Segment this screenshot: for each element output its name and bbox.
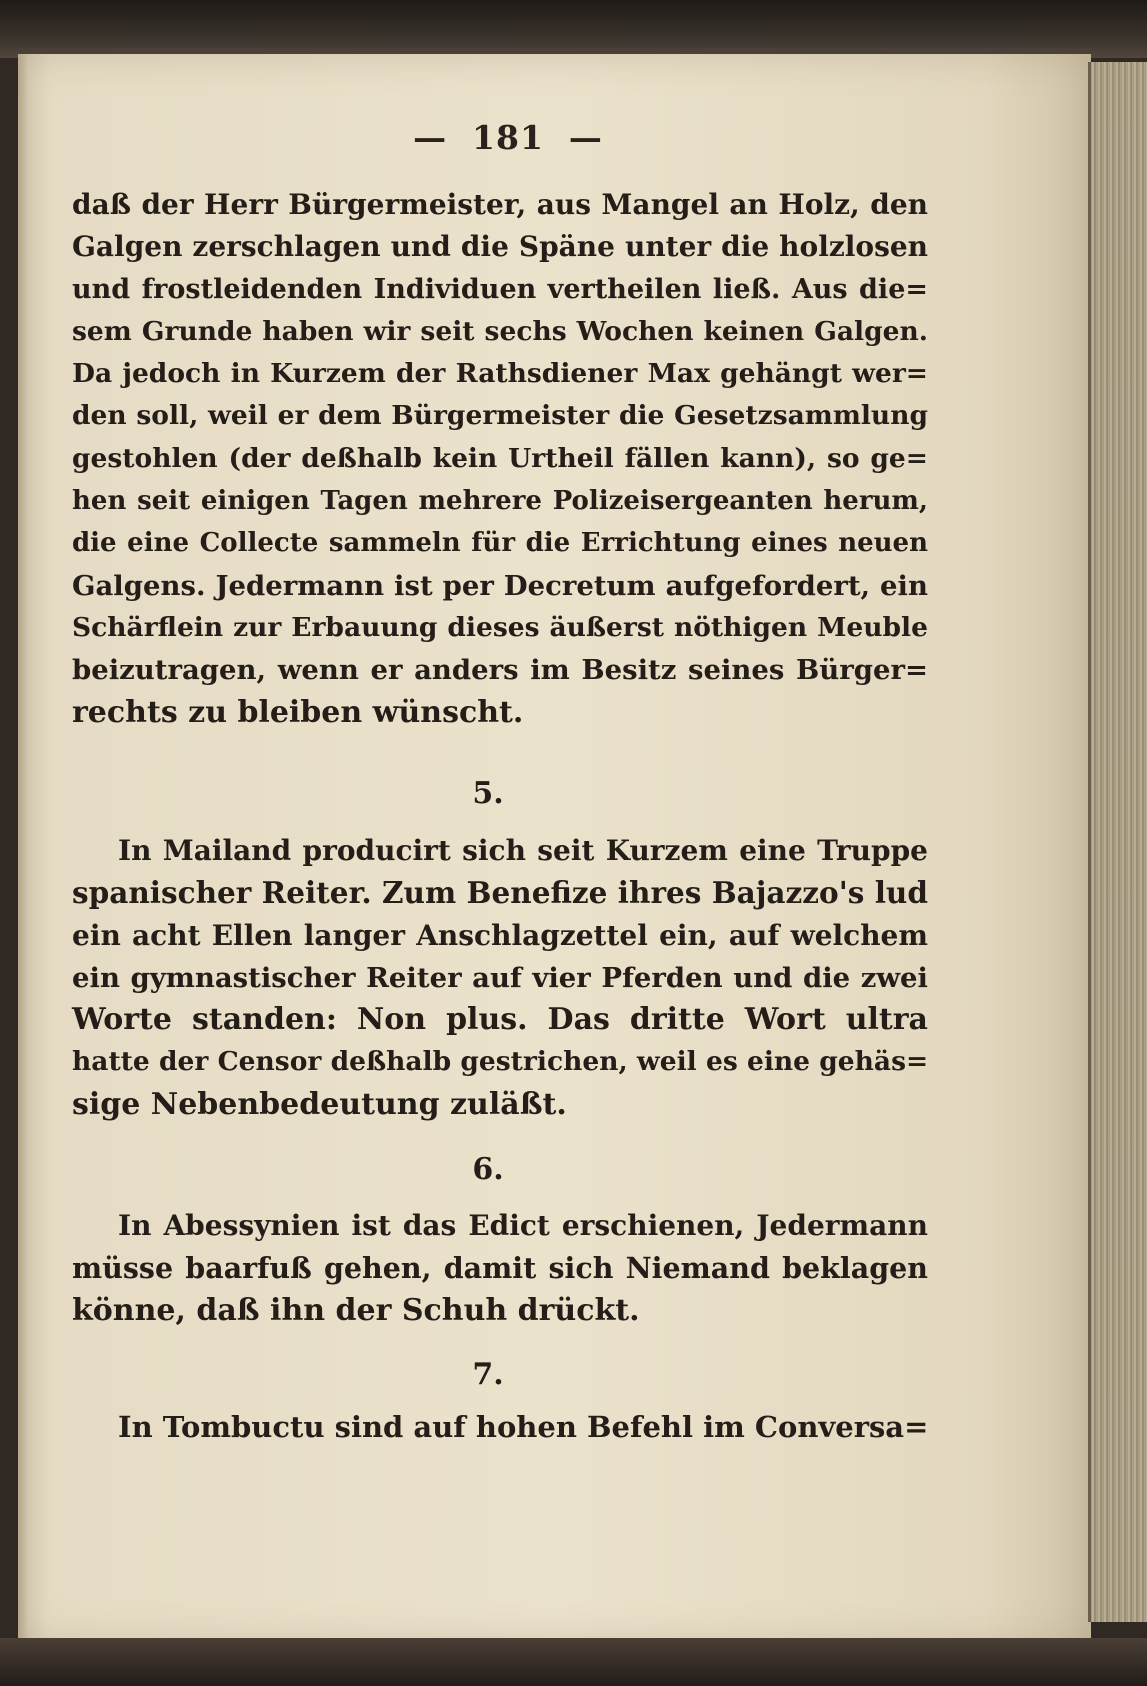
text-line: und frostleidenden Individuen vertheilen ließ. Aus die= bbox=[72, 273, 928, 305]
section-number-6: 6. bbox=[472, 1152, 504, 1187]
text-line: den soll, weil er dem Bürgermeister die Gesetzsammlung bbox=[72, 400, 928, 432]
text-line: hatte der Censor deßhalb gestrichen, weil es eine gehäs= bbox=[72, 1046, 929, 1078]
text-line: ein acht Ellen langer Anschlagzettel ein, auf welchem bbox=[72, 918, 928, 952]
page-number-value: 181 bbox=[472, 118, 544, 157]
page-number-dash-left: — bbox=[413, 118, 448, 157]
text-line: spanischer Reiter. Zum Benefize ihres Bajazzo's lud bbox=[72, 875, 928, 911]
page-number bbox=[408, 118, 608, 157]
text-line: die eine Collecte sammeln für die Errichtung eines neuen bbox=[72, 528, 928, 559]
text-line: Worte standen: Non plus. Das dritte Wort ultra bbox=[72, 1002, 928, 1038]
text-line: beizutragen, wenn er anders im Besitz seines Bürger= bbox=[72, 654, 928, 687]
text-line: gestohlen (der deßhalb kein Urtheil fällen kann), so ge= bbox=[72, 442, 928, 474]
section-number-5: 5. bbox=[472, 776, 504, 811]
page-number-dash-right: — bbox=[568, 118, 603, 157]
page-gutter-shade bbox=[18, 54, 28, 1644]
text-line: In Mailand producirt sich seit Kurzem eine Truppe bbox=[118, 834, 928, 867]
section-number-7: 7. bbox=[472, 1357, 504, 1392]
text-line: In Abessynien ist das Edict erschienen, Jedermann bbox=[118, 1209, 928, 1242]
paragraph-continued bbox=[72, 184, 928, 734]
text-line: ein gymnastischer Reiter auf vier Pferden und die zwei bbox=[72, 961, 928, 994]
book-fore-edge bbox=[1091, 62, 1147, 1622]
text-line: hen seit einigen Tagen mehrere Polizeisergeanten herum, bbox=[72, 486, 928, 517]
text-line: Galgens. Jedermann ist per Decretum aufgefordert, ein bbox=[72, 569, 928, 602]
text-line: daß der Herr Bürgermeister, aus Mangel an Holz, den bbox=[72, 188, 928, 221]
text-line: rechts zu bleiben wünscht. bbox=[72, 694, 524, 730]
text-line: müsse baarfuß gehen, damit sich Niemand beklagen bbox=[72, 1251, 928, 1286]
text-line: Da jedoch in Kurzem der Rathsdiener Max gehängt wer= bbox=[72, 358, 928, 390]
text-line: könne, daß ihn der Schuh drückt. bbox=[72, 1292, 640, 1328]
section-7-paragraph bbox=[72, 1406, 928, 1448]
section-5-paragraph bbox=[72, 830, 928, 1126]
text-line: In Tombuctu sind auf hohen Befehl im Conversa= bbox=[118, 1410, 929, 1444]
text-line: Galgen zerschlagen und die Späne unter die holzlosen bbox=[72, 230, 928, 264]
text-line: Schärflein zur Erbauung dieses äußerst nöthigen Meuble bbox=[72, 611, 928, 643]
text-line: sige Nebenbedeutung zuläßt. bbox=[72, 1086, 567, 1122]
book-bottom-edge bbox=[0, 1638, 1147, 1686]
section-6-paragraph bbox=[72, 1205, 928, 1332]
text-line: sem Grunde haben wir seit sechs Wochen keinen Galgen. bbox=[72, 315, 928, 347]
